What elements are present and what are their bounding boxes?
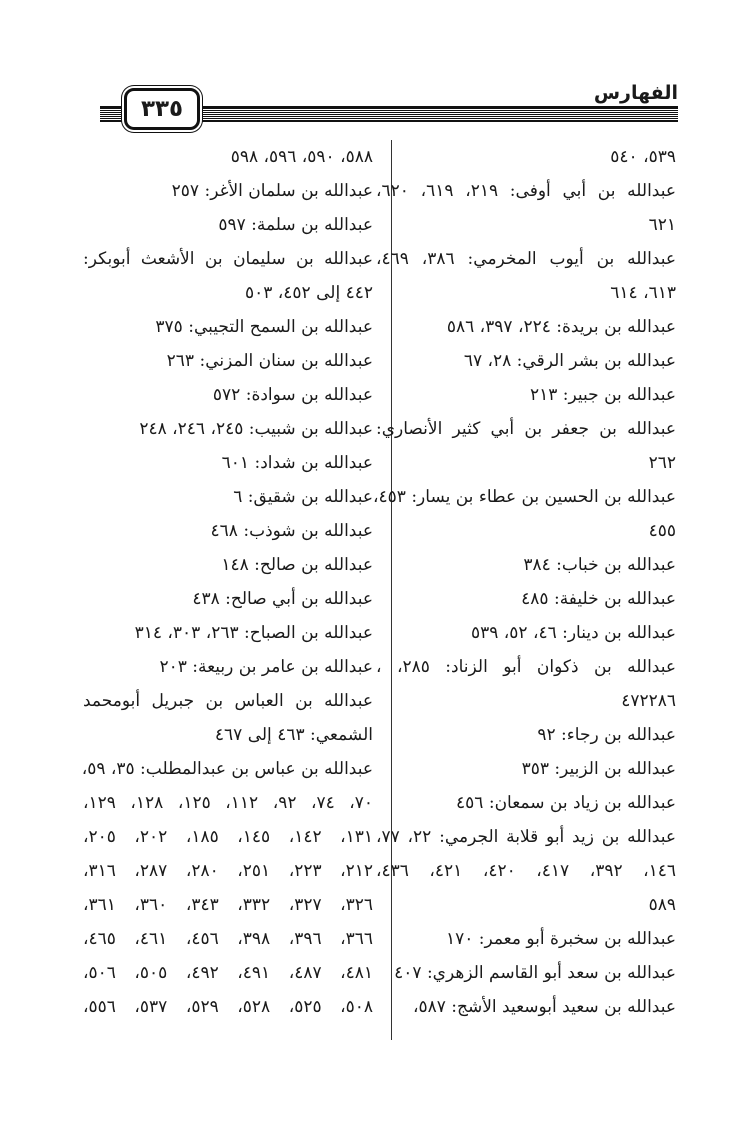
index-entry-line: الشمعي: ٤٦٣ إلى ٤٦٧ — [214, 725, 373, 745]
index-entry-line: عبدالله بن زياد بن سمعان: ٤٥٦ — [456, 793, 676, 813]
index-entry-line: ٤٧٢٢٨٦ — [621, 691, 676, 711]
index-entry-line: عبدالله بن زيد أبو قلابة الجرمي: ٢٢، ٧٧، — [376, 827, 677, 847]
index-entry-line: عبدالله بن الصباح: ٢٦٣، ٣٠٣، ٣١٤ — [134, 623, 373, 643]
index-entry-line: عبدالله بن شبيب: ٢٤٥، ٢٤٦، ٢٤٨ — [139, 419, 373, 439]
index-entry-line: ٥٠٨، ٥٢٥، ٥٢٨، ٥٢٩، ٥٣٧، ٥٥٦، — [83, 997, 374, 1017]
index-entry-line: عبدالله بن دينار: ٤٦، ٥٢، ٥٣٩ — [471, 623, 676, 643]
index-entry-line: عبدالله بن صالح: ١٤٨ — [221, 555, 373, 575]
index-entry-line: عبدالله بن سلمان الأغر: ٢٥٧ — [171, 181, 373, 201]
index-entry-line: ٤٤٢ إلى ٤٥٢، ٥٠٣ — [245, 283, 373, 303]
index-entry-line: عبدالله بن السمح التجيبي: ٣٧٥ — [155, 317, 373, 337]
index-entry-line: عبدالله بن الزبير: ٣٥٣ — [521, 759, 676, 779]
index-entry-line: ٥٣٩، ٥٤٠ — [610, 147, 676, 167]
index-entry-line: ١٣١، ١٤٢، ١٤٥، ١٨٥، ٢٠٢، ٢٠٥، — [83, 827, 374, 847]
page-header — [100, 80, 678, 132]
index-entry-line: عبدالله بن بشر الرقي: ٢٨، ٦٧ — [463, 351, 676, 371]
index-entry-line: ٢٦٢ — [648, 453, 676, 473]
index-column-left — [83, 140, 373, 1024]
index-entry-line: ١٤٦، ٣٩٢، ٤١٧، ٤٢٠، ٤٢١، ٤٣٦، — [376, 861, 677, 881]
index-entry-line: عبدالله بن شوذب: ٤٦٨ — [210, 521, 373, 541]
index-entry-line: عبدالله بن شداد: ٦٠١ — [221, 453, 373, 473]
index-entry-line: عبدالله بن خباب: ٣٨٤ — [523, 555, 676, 575]
index-entry-line: عبدالله بن سليمان بن الأشعث أبوبكر: — [83, 249, 373, 269]
index-entry-line: ٤٨١، ٤٨٧، ٤٩١، ٤٩٢، ٥٠٥، ٥٠٦، — [83, 963, 374, 983]
index-entry-line: عبدالله بن ذكوان أبو الزناد: ٢٨٥، ، — [376, 657, 676, 677]
page-number: ٣٣٥ — [140, 96, 184, 122]
index-entry-line: عبدالله بن خليفة: ٤٨٥ — [521, 589, 676, 609]
index-entry-line: عبدالله بن سنان المزني: ٢٦٣ — [166, 351, 373, 371]
index-entry-line: عبدالله بن سعد أبو القاسم الزهري: ٤٠٧ — [394, 963, 676, 983]
index-entry-line: عبدالله بن أبي أوفى: ٢١٩، ٦١٩، ٦٢٠، — [376, 181, 676, 201]
index-entry-line: ٥٨٨، ٥٩٠، ٥٩٦، ٥٩٨ — [230, 147, 373, 167]
index-entry-line: عبدالله بن العباس بن جبريل أبومحمد — [83, 691, 373, 711]
index-entry-line: عبدالله بن سعيد أبوسعيد الأشج: ٥٨٧، — [412, 997, 676, 1017]
index-entry-line: عبدالله بن أبي صالح: ٤٣٨ — [192, 589, 373, 609]
index-entry-line: عبدالله بن سلمة: ٥٩٧ — [218, 215, 373, 235]
index-entry-line: عبدالله بن جبير: ٢١٣ — [529, 385, 676, 405]
index-entry-line: عبدالله بن شقيق: ٦ — [233, 487, 373, 507]
index-entry-line: ٢١٢، ٢٢٣، ٢٥١، ٢٨٠، ٢٨٧، ٣١٦، — [83, 861, 374, 881]
index-column-right — [373, 140, 677, 1024]
index-entry-line: عبدالله بن رجاء: ٩٢ — [537, 725, 676, 745]
index-entry-line: ٣٢٦، ٣٢٧، ٣٣٢، ٣٤٣، ٣٦٠، ٣٦١، — [83, 895, 374, 915]
index-entry-line: ٣٦٦، ٣٩٦، ٣٩٨، ٤٥٦، ٤٦١، ٤٦٥، — [83, 929, 374, 949]
page-number-box — [124, 88, 200, 130]
index-entry-line: عبدالله بن عباس بن عبدالمطلب: ٣٥، ٥٩، — [81, 759, 373, 779]
index-entry-line: ٤٥٥ — [648, 521, 676, 541]
index-entry-line: ٧٠، ٧٤، ٩٢، ١١٢، ١٢٥، ١٢٨، ١٢٩، — [83, 793, 374, 813]
index-entry-line: عبدالله بن أيوب المخرمي: ٣٨٦، ٤٦٩، — [376, 249, 676, 269]
index-entry-line: عبدالله بن بريدة: ٢٢٤، ٣٩٧، ٥٨٦ — [446, 317, 676, 337]
index-entry-line: ٦١٣، ٦١٤ — [610, 283, 676, 303]
index-entry-line: عبدالله بن سخبرة أبو معمر: ١٧٠ — [445, 929, 676, 949]
index-entry-line: ٦٢١ — [648, 215, 676, 235]
index-entry-line: عبدالله بن الحسين بن عطاء بن يسار: ٤٥٣، — [373, 487, 676, 507]
index-entry-line: عبدالله بن عامر بن ربيعة: ٢٠٣ — [159, 657, 373, 677]
index-entry-line: ٥٨٩ — [648, 895, 676, 915]
index-entry-line: عبدالله بن جعفر بن أبي كثير الأنصاري: — [376, 419, 676, 439]
section-title: الفهارس — [593, 82, 678, 104]
index-entry-line: عبدالله بن سوادة: ٥٧٢ — [212, 385, 373, 405]
